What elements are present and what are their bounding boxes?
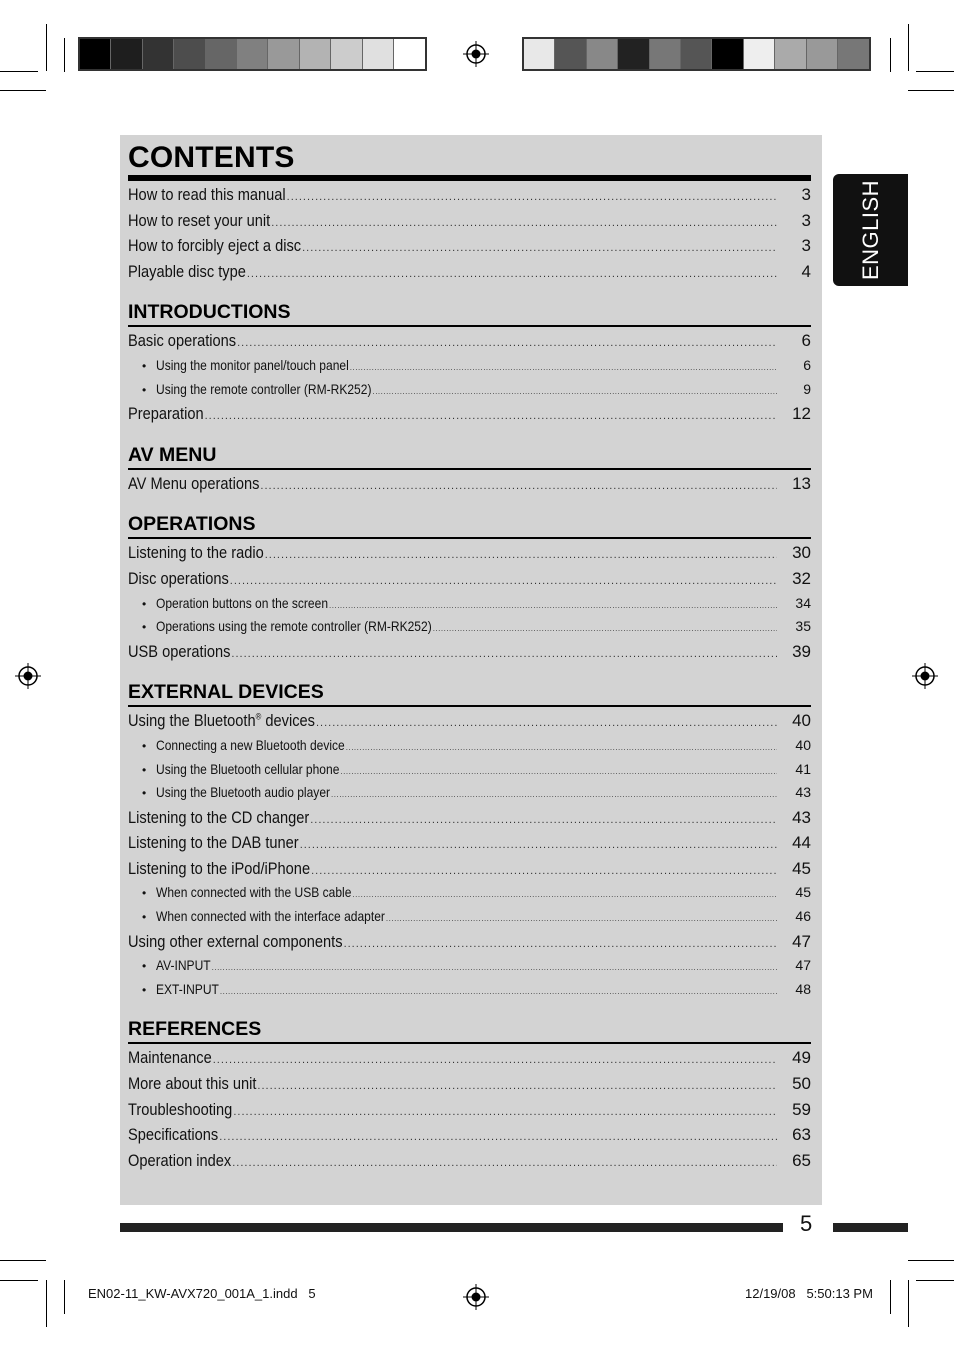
dot-leader [329,601,777,610]
toc-page-number: 59 [792,1099,811,1119]
slug-file: EN02-11_KW-AVX720_001A_1.indd 5 [88,1286,316,1301]
toc-entry [128,833,811,859]
color-bar-left [78,37,427,71]
section-rule [128,468,811,470]
toc-page-number: 41 [795,760,811,777]
dot-leader [232,1157,777,1169]
color-swatch [111,39,142,69]
color-swatch [555,39,586,69]
toc-page-number: 49 [792,1048,811,1068]
toc-subentry [128,761,811,785]
color-swatch [744,39,775,69]
dot-leader [257,1080,777,1092]
dot-leader [310,814,777,826]
toc-entry-label: Listening to the CD changer [128,807,310,827]
toc-subentry [128,981,811,1005]
dot-leader [302,242,777,254]
section-heading: AV MENU [128,443,217,466]
color-swatch [838,39,869,69]
dot-leader [287,191,777,203]
color-swatch [206,39,237,69]
toc-subentry [128,618,811,642]
bullet-icon: • [142,982,147,997]
dot-leader [260,480,777,492]
toc-entry-label: Using the Bluetooth® devices [128,711,315,731]
dot-leader [265,549,777,561]
toc-entry-label: How to read this manual [128,185,286,204]
footer-bar-right [833,1223,908,1232]
bullet-icon: • [142,762,147,777]
toc-subentry [128,357,811,381]
section-rule [128,537,811,539]
toc-entry [128,404,811,430]
crop-mark [908,90,954,91]
toc-page-number: 40 [795,736,811,753]
color-swatch [80,39,111,69]
toc-page-number: 34 [795,594,811,611]
dot-leader [237,337,777,349]
contents-panel [120,135,822,1205]
crop-mark [0,71,38,72]
toc-entry [128,236,811,262]
toc-entry [128,1074,811,1100]
dot-leader [352,890,777,899]
page-title: CONTENTS [128,141,295,174]
section-rule [128,1042,811,1044]
bullet-icon: • [142,959,147,974]
dot-leader [300,839,777,851]
toc-entry-label: How to forcibly eject a disc [128,236,302,256]
toc-subentry [128,737,811,761]
color-swatch [363,39,394,69]
toc-entry [128,711,811,737]
toc-entry [128,1125,811,1151]
toc-entry-label: Operations using the remote controller (RM-RK252) [156,618,432,635]
color-swatch [618,39,649,69]
color-swatch [174,39,205,69]
toc-entry [128,1151,811,1177]
toc-entry-label: Playable disc type [128,261,246,281]
language-tab-label: ENGLISH [857,179,883,281]
section-heading: OPERATIONS [128,513,256,536]
toc-page-number: 4 [801,261,811,281]
registration-mark-icon [463,1284,489,1310]
bullet-icon: • [142,910,147,925]
color-swatch [524,39,555,69]
dot-leader [212,963,777,972]
toc-entry-label: Operation index [128,1150,232,1170]
dot-leader [220,987,777,996]
toc-page-number: 40 [792,711,811,731]
toc-page-number: 39 [792,641,811,661]
toc-page-number: 44 [792,833,811,853]
toc-entry-label: Using other external components [128,931,343,951]
section-rule [128,705,811,707]
toc-page-number: 43 [795,784,811,801]
section-heading: REFERENCES [128,1018,262,1041]
toc-entry-label: How to reset your unit [128,210,271,230]
crop-mark [64,1280,65,1314]
toc-page-number: 48 [795,980,811,997]
bullet-icon: • [142,358,147,373]
toc-entry-label: Using the Bluetooth cellular phone [156,760,340,777]
toc-entry [128,859,811,885]
toc-entry [128,808,811,834]
dot-leader [344,938,777,950]
toc-page-number: 3 [801,185,811,204]
title-rule [128,175,811,181]
toc-entry-label: More about this unit [128,1074,257,1094]
toc-page-number: 47 [795,957,811,974]
bullet-icon: • [142,620,147,635]
toc-entry-label: Basic operations [128,331,237,351]
toc-page-number: 43 [792,807,811,827]
footer-bar-left [120,1223,783,1232]
toc-entry-label: EXT-INPUT [156,980,219,997]
crop-mark [0,90,46,91]
toc-page-number: 12 [792,404,811,424]
color-swatch [712,39,743,69]
dot-leader [386,914,777,923]
color-swatch [237,39,268,69]
dot-leader [340,767,777,776]
dot-leader [316,717,777,729]
crop-mark [908,1280,909,1327]
crop-mark [46,1280,47,1327]
dot-leader [205,410,777,422]
color-swatch [268,39,299,69]
toc-entry [128,1100,811,1126]
intro-entries [128,185,811,287]
toc-page-number: 3 [801,210,811,230]
slug-datetime: 12/19/08 5:50:13 PM [745,1286,873,1301]
toc-page-number: 30 [792,543,811,563]
crop-mark [890,1280,891,1314]
toc-entry [128,474,811,500]
dot-leader [219,1131,777,1143]
toc-entry-label: Troubleshooting [128,1099,233,1119]
toc-page-number: 32 [792,568,811,588]
dot-leader [271,217,777,229]
dot-leader [372,387,777,396]
crop-mark [916,1280,954,1281]
dot-leader [350,363,777,372]
crop-mark [46,24,47,71]
toc-entry-label: Listening to the iPod/iPhone [128,858,311,878]
toc-entry [128,185,811,211]
section-rule [128,325,811,327]
toc-page-number: 9 [803,380,811,397]
page-number: 5 [800,1211,813,1236]
dot-leader [213,1054,777,1066]
color-swatch [807,39,838,69]
crop-mark [64,38,65,72]
toc-subentry [128,784,811,808]
section-heading: EXTERNAL DEVICES [128,681,324,704]
toc-entry-label: When connected with the USB cable [156,884,352,901]
toc-entry-label: USB operations [128,641,231,661]
toc-page-number: 13 [792,473,811,493]
toc-page-number: 6 [803,356,811,373]
toc-entry [128,1048,811,1074]
toc-entry-label: Listening to the radio [128,543,264,563]
toc-subentry [128,908,811,932]
bullet-icon: • [142,886,147,901]
toc-entry-label: Preparation [128,404,204,424]
dot-leader [433,624,777,633]
toc-entry [128,211,811,237]
toc-page-number: 65 [792,1150,811,1170]
toc-page-number: 45 [795,884,811,901]
toc-entry-label: Listening to the DAB tuner [128,833,299,853]
crop-mark [908,24,909,71]
color-swatch [775,39,806,69]
toc-sections [128,301,811,1176]
toc-entry [128,642,811,668]
toc-subentry [128,884,811,908]
toc-entry [128,932,811,958]
toc-entry-label: Maintenance [128,1048,212,1068]
bullet-icon: • [142,786,147,801]
dot-leader [247,268,777,280]
registration-mark-icon [912,663,938,689]
section-heading: INTRODUCTIONS [128,301,291,324]
toc-entry-label: Using the remote controller (RM-RK252) [156,380,372,397]
dot-leader [233,1106,777,1118]
color-swatch [394,39,425,69]
color-swatch [681,39,712,69]
toc-entry-label: Operation buttons on the screen [156,594,329,611]
toc-entry [128,543,811,569]
toc-entry [128,262,811,288]
bullet-icon: • [142,596,147,611]
toc-entry-label: Specifications [128,1125,219,1145]
registration-mark-icon [15,663,41,689]
color-swatch [331,39,362,69]
color-swatch [143,39,174,69]
toc-entry-label: When connected with the interface adapter [156,908,385,925]
dot-leader [311,865,777,877]
dot-leader [230,575,777,587]
bullet-icon: • [142,382,147,397]
toc-entry [128,331,811,357]
toc-page-number: 46 [795,908,811,925]
dot-leader [331,790,777,799]
toc-page-number: 3 [801,236,811,256]
toc-subentry [128,381,811,405]
language-tab [833,174,908,286]
color-swatch [300,39,331,69]
toc-entry-label: Disc operations [128,568,229,588]
table-of-contents [128,141,811,1176]
toc-page-number: 63 [792,1125,811,1145]
toc-page-number: 50 [792,1074,811,1094]
toc-subentry [128,595,811,619]
toc-entry-label: Using the monitor panel/touch panel [156,356,349,373]
toc-entry-label: AV-INPUT [156,957,211,974]
color-swatch [587,39,618,69]
crop-mark [890,38,891,72]
crop-mark [908,1260,954,1261]
registration-mark-icon [463,41,489,67]
toc-entry-label: Connecting a new Bluetooth device [156,736,345,753]
crop-mark [0,1280,38,1281]
toc-entry [128,569,811,595]
color-bar-right [522,37,871,71]
color-swatch [650,39,681,69]
dot-leader [231,648,777,660]
bullet-icon: • [142,738,147,753]
toc-page-number: 45 [792,858,811,878]
crop-mark [0,1260,46,1261]
toc-page-number: 6 [801,331,811,351]
dot-leader [346,743,777,752]
toc-entry-label: Using the Bluetooth audio player [156,784,331,801]
toc-entry-label: AV Menu operations [128,473,260,493]
toc-page-number: 35 [795,618,811,635]
crop-mark [916,71,954,72]
toc-page-number: 47 [792,931,811,951]
toc-subentry [128,957,811,981]
